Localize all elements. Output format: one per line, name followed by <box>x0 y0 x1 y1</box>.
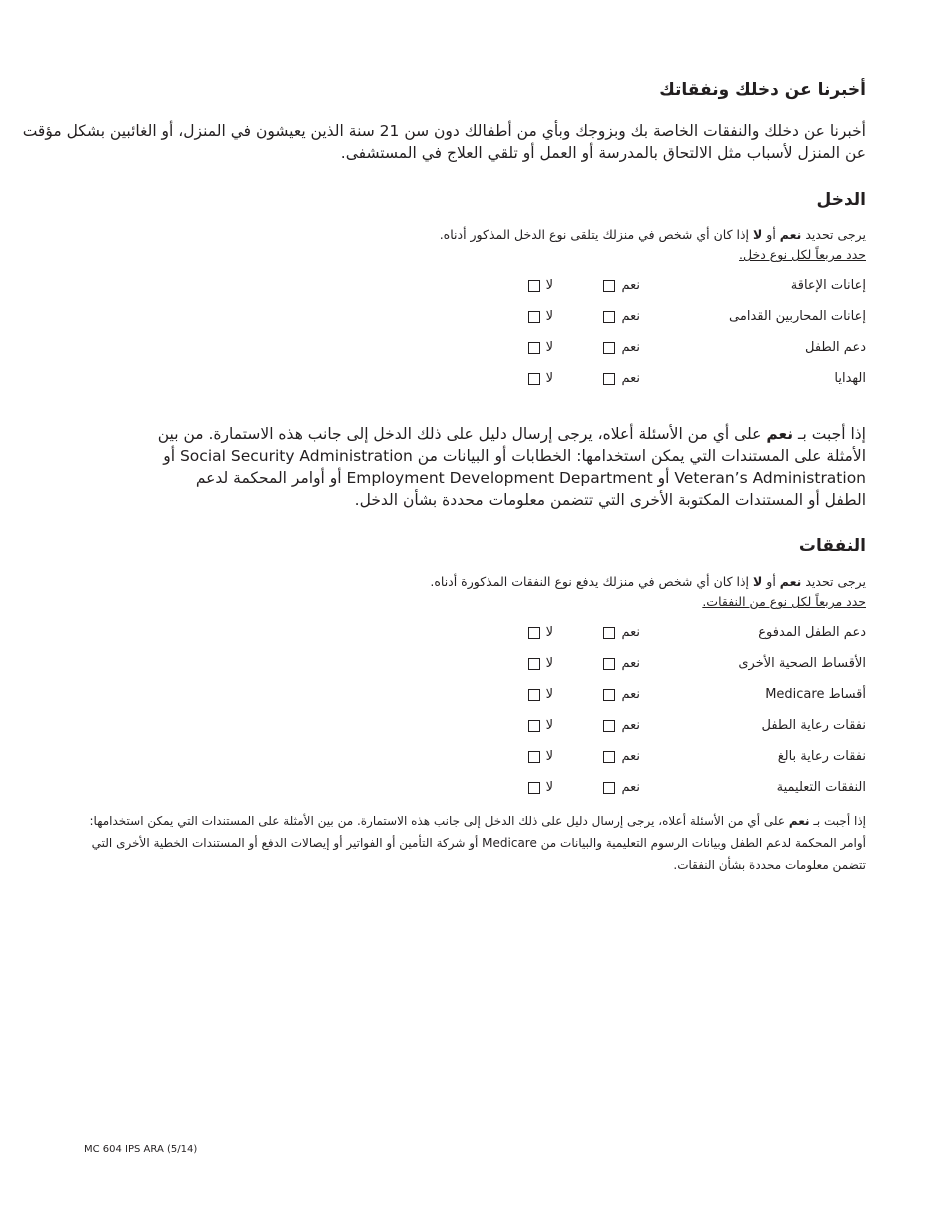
yes-checkbox[interactable] <box>603 658 615 670</box>
expense-row <box>436 625 866 645</box>
income-row <box>436 309 866 329</box>
no-checkbox[interactable] <box>528 311 540 323</box>
no-label: لا <box>545 340 553 355</box>
no-checkbox[interactable] <box>528 782 540 794</box>
income-row <box>436 371 866 391</box>
yes-option <box>603 718 640 733</box>
no-label: لا <box>545 749 553 764</box>
income-proof-text <box>158 423 866 511</box>
yes-option <box>603 687 640 702</box>
expense-row-label: نفقات رعاية الطفل <box>761 718 866 733</box>
yes-label: نعم <box>621 749 640 764</box>
expenses-instr-or: أو <box>766 574 776 589</box>
no-option <box>528 309 553 324</box>
no-label: لا <box>545 278 553 293</box>
no-checkbox[interactable] <box>528 689 540 701</box>
yes-label: نعم <box>621 656 640 671</box>
income-row <box>436 278 866 298</box>
expenses-proof-l1-pre: إذا أجبت بـ <box>813 814 866 828</box>
income-proof-l1-pre: إذا أجبت بـ <box>797 425 866 443</box>
expense-row <box>436 656 866 676</box>
no-checkbox[interactable] <box>528 751 540 763</box>
no-checkbox[interactable] <box>528 627 540 639</box>
expenses-select-note: حدد مربعاً لكل نوع من النفقات. <box>702 594 866 609</box>
no-label: لا <box>545 656 553 671</box>
yes-checkbox[interactable] <box>603 627 615 639</box>
expenses-instr-post: إذا كان أي شخص في منزلك يدفع نوع النفقات المذكورة أدناه. <box>430 574 750 589</box>
no-checkbox[interactable] <box>528 658 540 670</box>
income-instr-no: لا <box>753 227 763 242</box>
yes-checkbox[interactable] <box>603 751 615 763</box>
income-row-label: إعانات الإعاقة <box>790 278 866 293</box>
income-heading: الدخل <box>816 190 866 210</box>
no-label: لا <box>545 309 553 324</box>
yes-checkbox[interactable] <box>603 280 615 292</box>
yes-option <box>603 625 640 640</box>
expenses-proof-l1-bold: نعم <box>788 814 810 828</box>
expenses-proof-l2: أوامر المحكمة لدعم الطفل وبيانات الرسوم التعليمية والبيانات من Medicare أو شركة التأمين أو الفواتير أو إيصالات الدفع أو المستندات الخطية الأخرى التي <box>91 836 866 850</box>
no-checkbox[interactable] <box>528 720 540 732</box>
expenses-proof-l3: تتضمن معلومات محددة بشأن النفقات. <box>673 858 866 872</box>
income-proof-l1-post: على أي من الأسئلة أعلاه، يرجى إرسال دليل على ذلك الدخل إلى جانب هذه الاستمارة. من بين <box>157 425 762 443</box>
expense-row <box>436 780 866 800</box>
yes-option <box>603 371 640 386</box>
expenses-instr-pre: يرجى تحديد <box>805 574 866 589</box>
no-option <box>528 625 553 640</box>
no-option <box>528 340 553 355</box>
yes-label: نعم <box>621 625 640 640</box>
income-proof-l2: الأمثلة على المستندات التي يمكن استخدامها: الخطابات أو البيانات من Social Security Administration أو <box>163 447 866 465</box>
yes-checkbox[interactable] <box>603 311 615 323</box>
no-checkbox[interactable] <box>528 373 540 385</box>
expense-row <box>436 749 866 769</box>
yes-checkbox[interactable] <box>603 689 615 701</box>
expense-row-label: الأقساط الصحية الأخرى <box>738 656 866 671</box>
yes-option <box>603 749 640 764</box>
expense-row <box>436 687 866 707</box>
expense-row-label: دعم الطفل المدفوع <box>758 625 866 640</box>
income-row-label: الهدايا <box>834 371 866 386</box>
yes-label: نعم <box>621 780 640 795</box>
no-option <box>528 780 553 795</box>
form-code-footer: MC 604 IPS ARA (5/14) <box>84 1144 198 1155</box>
income-proof-l1-bold: نعم <box>766 425 794 443</box>
yes-option <box>603 340 640 355</box>
intro-line-1: أخبرنا عن دخلك والنفقات الخاصة بك وبزوجك وبأي من أطفالك دون سن 21 سنة الذين يعيشون في المنزل، أو الغائبين بشكل مؤقت <box>22 122 866 140</box>
yes-option <box>603 656 640 671</box>
yes-checkbox[interactable] <box>603 373 615 385</box>
income-instructions <box>440 225 866 265</box>
no-label: لا <box>545 687 553 702</box>
yes-label: نعم <box>621 718 640 733</box>
income-select-note: حدد مربعاً لكل نوع دخل. <box>739 247 866 262</box>
yes-option <box>603 780 640 795</box>
no-label: لا <box>545 371 553 386</box>
no-option <box>528 656 553 671</box>
expense-row <box>436 718 866 738</box>
no-option <box>528 687 553 702</box>
page-title: أخبرنا عن دخلك ونفقاتك <box>659 80 866 100</box>
yes-checkbox[interactable] <box>603 720 615 732</box>
income-instr-yes: نعم <box>779 227 802 242</box>
yes-option <box>603 278 640 293</box>
no-option <box>528 371 553 386</box>
income-row <box>436 340 866 360</box>
expenses-instr-no: لا <box>753 574 763 589</box>
no-checkbox[interactable] <box>528 342 540 354</box>
income-proof-l4: الطفل أو المستندات المكتوبة الأخرى التي تتضمن معلومات محددة بشأن الدخل. <box>354 491 866 509</box>
no-option <box>528 749 553 764</box>
intro-text <box>23 120 866 164</box>
yes-label: نعم <box>621 278 640 293</box>
expense-row-label: نفقات رعاية بالغ <box>777 749 866 764</box>
expenses-instructions <box>430 572 866 612</box>
no-label: لا <box>545 718 553 733</box>
expenses-instr-yes: نعم <box>779 574 802 589</box>
expenses-heading: النفقات <box>798 536 866 556</box>
yes-label: نعم <box>621 340 640 355</box>
no-label: لا <box>545 625 553 640</box>
expense-row-label: النفقات التعليمية <box>776 780 866 795</box>
expense-row-label: أقساط Medicare <box>765 687 866 702</box>
yes-checkbox[interactable] <box>603 782 615 794</box>
intro-line-2: عن المنزل لأسباب مثل الالتحاق بالمدرسة أو العمل أو تلقي العلاج في المستشفى. <box>340 144 866 162</box>
no-option <box>528 278 553 293</box>
yes-label: نعم <box>621 309 640 324</box>
income-instr-post: إذا كان أي شخص في منزلك يتلقى نوع الدخل المذكور أدناه. <box>439 227 750 242</box>
no-label: لا <box>545 780 553 795</box>
yes-label: نعم <box>621 687 640 702</box>
yes-checkbox[interactable] <box>603 342 615 354</box>
income-row-label: إعانات المحاربين القدامى <box>729 309 866 324</box>
income-proof-l3: Veteran’s Administration أو Employment Development Department أو أوامر المحكمة لدعم <box>195 469 866 487</box>
yes-label: نعم <box>621 371 640 386</box>
expenses-proof-text <box>90 810 867 876</box>
income-instr-or: أو <box>766 227 776 242</box>
income-instr-pre: يرجى تحديد <box>805 227 866 242</box>
no-option <box>528 718 553 733</box>
expenses-proof-l1-post: على أي من الأسئلة أعلاه، يرجى إرسال دليل على ذلك الدخل إلى جانب هذه الاستمارة. من بين الأمثلة على المستندات التي يمكن استخدامها: <box>89 814 785 828</box>
yes-option <box>603 309 640 324</box>
income-row-label: دعم الطفل <box>805 340 866 355</box>
no-checkbox[interactable] <box>528 280 540 292</box>
